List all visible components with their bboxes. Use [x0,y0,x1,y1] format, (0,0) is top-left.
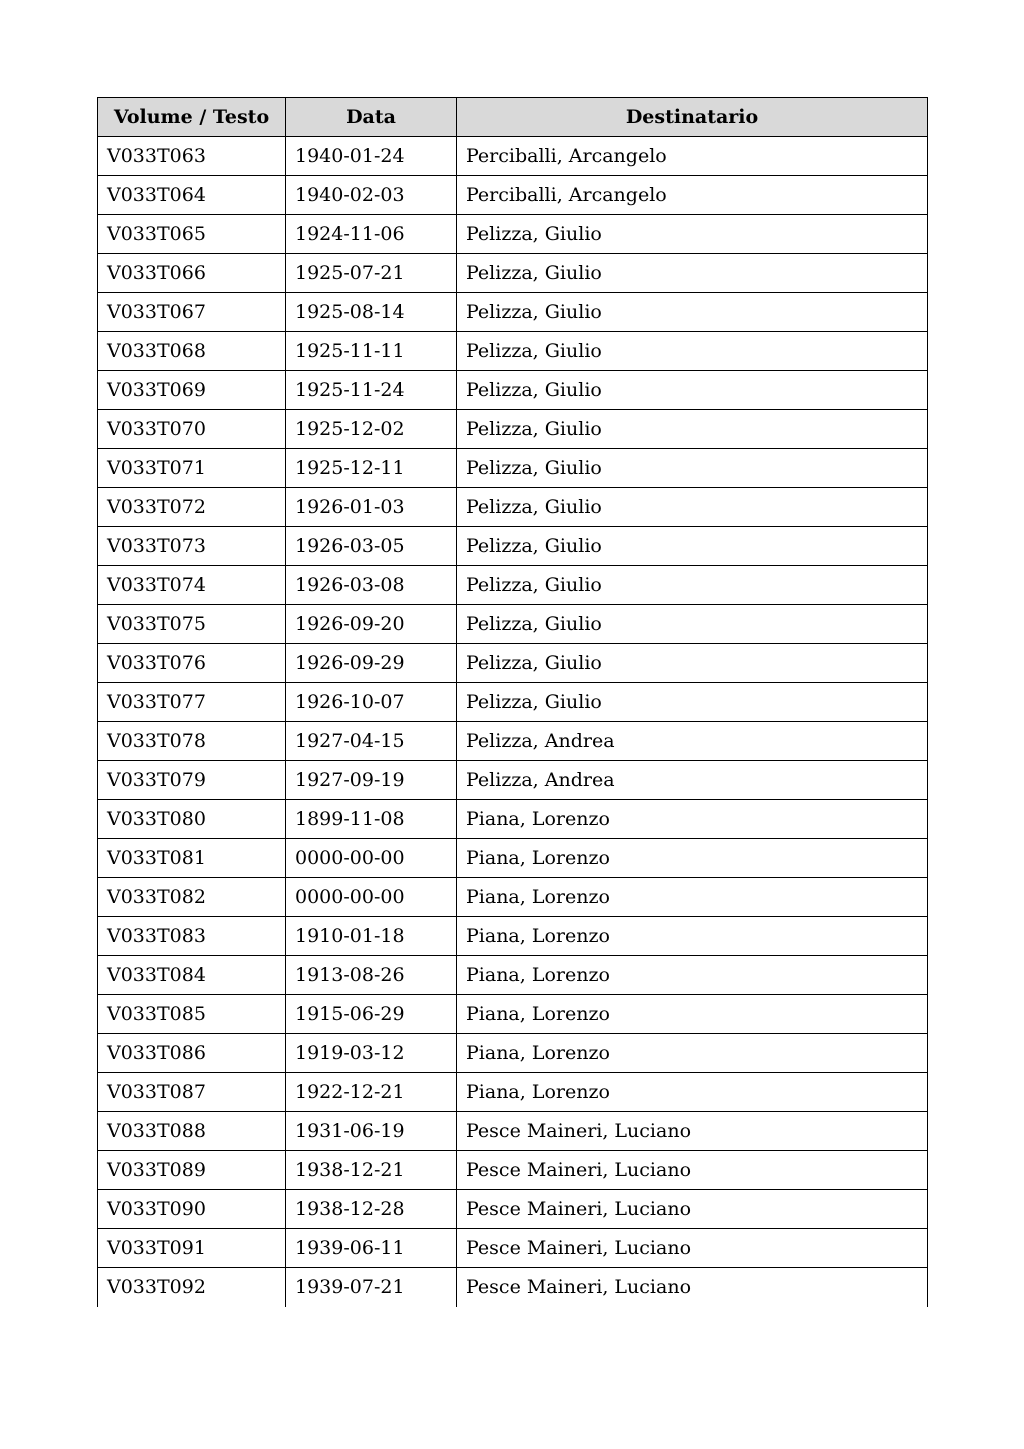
cell-data: 0000-00-00 [286,878,457,917]
table-row [98,995,928,1034]
cell-destinatario: Piana, Lorenzo [457,1073,928,1112]
cell-volume-testo: V033T073 [98,527,286,566]
table-row [98,176,928,215]
cell-destinatario: Piana, Lorenzo [457,1034,928,1073]
cell-data: 1940-02-03 [286,176,457,215]
header-data: Data [286,98,457,137]
header-destinatario: Destinatario [457,98,928,137]
cell-volume-testo: V033T088 [98,1112,286,1151]
cell-volume-testo: V033T078 [98,722,286,761]
cell-volume-testo: V033T072 [98,488,286,527]
cell-volume-testo: V033T075 [98,605,286,644]
cell-volume-testo: V033T071 [98,449,286,488]
cell-destinatario: Pelizza, Giulio [457,683,928,722]
cell-destinatario: Piana, Lorenzo [457,956,928,995]
table-row [98,1112,928,1151]
table-row [98,215,928,254]
table-body [98,137,928,1307]
cell-data: 1926-10-07 [286,683,457,722]
cell-volume-testo: V033T068 [98,332,286,371]
cell-data: 1926-03-08 [286,566,457,605]
cell-destinatario: Piana, Lorenzo [457,878,928,917]
cell-data: 1910-01-18 [286,917,457,956]
cell-destinatario: Pelizza, Andrea [457,722,928,761]
cell-destinatario: Pesce Maineri, Luciano [457,1112,928,1151]
cell-volume-testo: V033T084 [98,956,286,995]
cell-data: 1925-11-11 [286,332,457,371]
table-row [98,1268,928,1307]
cell-volume-testo: V033T079 [98,761,286,800]
cell-destinatario: Pelizza, Andrea [457,761,928,800]
cell-data: 1925-11-24 [286,371,457,410]
cell-volume-testo: V033T089 [98,1151,286,1190]
cell-volume-testo: V033T080 [98,800,286,839]
cell-data: 1940-01-24 [286,137,457,176]
table-header [98,98,928,137]
letters-table [97,97,928,1307]
cell-destinatario: Pelizza, Giulio [457,332,928,371]
cell-data: 1915-06-29 [286,995,457,1034]
table-row [98,878,928,917]
cell-volume-testo: V033T092 [98,1268,286,1307]
cell-data: 1925-07-21 [286,254,457,293]
cell-data: 1924-11-06 [286,215,457,254]
cell-volume-testo: V033T082 [98,878,286,917]
cell-data: 1939-06-11 [286,1229,457,1268]
cell-data: 1938-12-21 [286,1151,457,1190]
table-row [98,1034,928,1073]
cell-destinatario: Pelizza, Giulio [457,293,928,332]
cell-volume-testo: V033T077 [98,683,286,722]
cell-data: 1927-04-15 [286,722,457,761]
cell-volume-testo: V033T069 [98,371,286,410]
table-row [98,722,928,761]
cell-volume-testo: V033T087 [98,1073,286,1112]
cell-volume-testo: V033T090 [98,1190,286,1229]
table-row [98,917,928,956]
cell-data: 1925-08-14 [286,293,457,332]
cell-destinatario: Pelizza, Giulio [457,254,928,293]
cell-data: 1925-12-02 [286,410,457,449]
cell-volume-testo: V033T064 [98,176,286,215]
cell-data: 0000-00-00 [286,839,457,878]
table-row [98,1229,928,1268]
cell-volume-testo: V033T065 [98,215,286,254]
cell-data: 1938-12-28 [286,1190,457,1229]
table-row [98,449,928,488]
cell-destinatario: Piana, Lorenzo [457,839,928,878]
table-row [98,683,928,722]
cell-destinatario: Pesce Maineri, Luciano [457,1268,928,1307]
cell-destinatario: Pelizza, Giulio [457,410,928,449]
cell-destinatario: Pelizza, Giulio [457,488,928,527]
cell-destinatario: Pelizza, Giulio [457,449,928,488]
cell-destinatario: Piana, Lorenzo [457,800,928,839]
table-row [98,293,928,332]
cell-destinatario: Pesce Maineri, Luciano [457,1151,928,1190]
header-row [98,98,928,137]
cell-volume-testo: V033T063 [98,137,286,176]
cell-destinatario: Pesce Maineri, Luciano [457,1190,928,1229]
cell-destinatario: Pelizza, Giulio [457,527,928,566]
cell-data: 1926-03-05 [286,527,457,566]
table-row [98,1190,928,1229]
table-row [98,137,928,176]
cell-data: 1926-09-29 [286,644,457,683]
table-row [98,644,928,683]
table-row [98,371,928,410]
header-volume-testo: Volume / Testo [98,98,286,137]
cell-volume-testo: V033T067 [98,293,286,332]
table-row [98,254,928,293]
table-row [98,839,928,878]
cell-volume-testo: V033T076 [98,644,286,683]
cell-data: 1926-09-20 [286,605,457,644]
cell-destinatario: Pelizza, Giulio [457,605,928,644]
cell-data: 1919-03-12 [286,1034,457,1073]
cell-volume-testo: V033T074 [98,566,286,605]
table-row [98,527,928,566]
table-row [98,332,928,371]
cell-destinatario: Piana, Lorenzo [457,917,928,956]
cell-data: 1899-11-08 [286,800,457,839]
cell-destinatario: Pelizza, Giulio [457,215,928,254]
cell-volume-testo: V033T070 [98,410,286,449]
cell-destinatario: Pelizza, Giulio [457,566,928,605]
cell-volume-testo: V033T085 [98,995,286,1034]
table-row [98,1151,928,1190]
table-row [98,1073,928,1112]
cell-data: 1926-01-03 [286,488,457,527]
table-row [98,761,928,800]
cell-destinatario: Pelizza, Giulio [457,371,928,410]
cell-data: 1913-08-26 [286,956,457,995]
cell-destinatario: Piana, Lorenzo [457,995,928,1034]
cell-data: 1922-12-21 [286,1073,457,1112]
cell-data: 1927-09-19 [286,761,457,800]
table-row [98,956,928,995]
table-row [98,410,928,449]
cell-volume-testo: V033T091 [98,1229,286,1268]
cell-data: 1925-12-11 [286,449,457,488]
cell-data: 1939-07-21 [286,1268,457,1307]
cell-volume-testo: V033T081 [98,839,286,878]
cell-destinatario: Pelizza, Giulio [457,644,928,683]
cell-destinatario: Pesce Maineri, Luciano [457,1229,928,1268]
cell-volume-testo: V033T083 [98,917,286,956]
cell-data: 1931-06-19 [286,1112,457,1151]
table-row [98,605,928,644]
table-row [98,566,928,605]
table-row [98,488,928,527]
cell-destinatario: Perciballi, Arcangelo [457,176,928,215]
cell-destinatario: Perciballi, Arcangelo [457,137,928,176]
cell-volume-testo: V033T066 [98,254,286,293]
cell-volume-testo: V033T086 [98,1034,286,1073]
table-row [98,800,928,839]
